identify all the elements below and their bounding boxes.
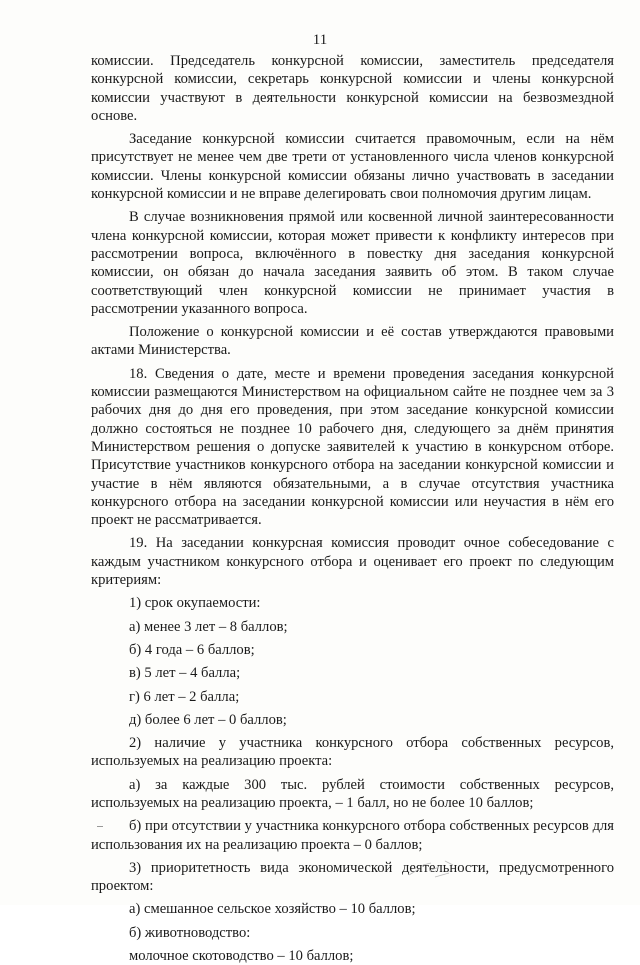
paragraph-quorum: Заседание конкурсной комиссии считается правомочным, если на нём присутствует не менее чем две трети от установленного числа членов конкурсной комиссии. Члены конкурсной комиссии обязаны лично участвовать в заседании конкурсной комиссии и не вправе делегировать свои полномочия другим лицам. bbox=[91, 131, 614, 203]
paragraph-commission-regulation: Положение о конкурсной комиссии и её состав утверждаются правовыми актами Министерства. bbox=[91, 324, 614, 359]
list-item: а) менее 3 лет – 8 баллов; bbox=[129, 618, 288, 635]
paragraph-19: 19. На заседании конкурсная комиссия проводит очное собеседование с каждым участником конкурсного отбора и оценивает его проект по следующим критериям: bbox=[91, 535, 614, 589]
paragraph-criterion-2b: б) при отсутствии у участника конкурсного отбора собственных ресурсов для использования их на реализацию проекта – 0 баллов; bbox=[91, 818, 614, 853]
list-item: г) 6 лет – 2 балла; bbox=[129, 688, 240, 705]
list-item: б) животноводство: bbox=[129, 924, 251, 941]
paragraph-criterion-2a: а) за каждые 300 тыс. рублей стоимости собственных ресурсов, используемых на реализацию проекта, – 1 балл, но не более 10 баллов; bbox=[91, 776, 614, 811]
margin-mark bbox=[97, 826, 103, 827]
list-item: молочное скотоводство – 10 баллов; bbox=[129, 948, 354, 965]
scan-artifact-icon bbox=[405, 855, 465, 885]
list-item: в) 5 лет – 4 балла; bbox=[129, 665, 241, 682]
list-item: д) более 6 лет – 0 баллов; bbox=[129, 711, 287, 728]
list-item: а) смешанное сельское хозяйство – 10 баллов; bbox=[129, 901, 416, 918]
list-item: 1) срок окупаемости: bbox=[129, 595, 261, 612]
paragraph-18: 18. Сведения о дате, месте и времени проведения заседания конкурсной комиссии размещаются Министерством на официальном сайте не позднее чем за 3 рабочих дня до дня его проведения, при этом заседание конкурсной комиссии должно состояться не позднее 10 рабочего дня, следующего за днём принятия Министерством решения о допуске заявителей к участию в конкурсном отборе. Присутствие участников конкурсного отбора на заседании конкурсной комиссии и участие в нём являются обязательными, а в случае отсутствия участника конкурсного отбора на заседании конкурсной комиссии или неучастия в нём его проект не рассматривается. bbox=[91, 365, 614, 529]
paragraph-continuation: комиссии. Председатель конкурсной комиссии, заместитель председателя конкурсной комиссии, секретарь конкурсной комиссии и члены конкурсной комиссии участвуют в деятельности конкурсной комиссии на безвозмездной основе. bbox=[91, 53, 614, 124]
list-item: б) 4 года – 6 баллов; bbox=[129, 641, 255, 658]
document-body bbox=[91, 52, 614, 965]
paragraph-criterion-3: 3) приоритетность вида экономической деятельности, предусмотренного проектом: bbox=[91, 859, 614, 895]
page-number: 11 bbox=[312, 32, 328, 48]
paragraph-criterion-2: 2) наличие у участника конкурсного отбора собственных ресурсов, используемых на реализацию проекта: bbox=[91, 735, 614, 770]
paragraph-conflict-of-interest: В случае возникновения прямой или косвенной личной заинтересованности члена конкурсной комиссии, которая может привести к конфликту интересов при рассмотрении вопроса, включённого в повестку дня заседания конкурсной комиссии, он обязан до начала заседания заявить об этом. В таком случае соответствующий член конкурсной комиссии не принимает участия в рассмотрении указанного вопроса. bbox=[91, 209, 614, 317]
